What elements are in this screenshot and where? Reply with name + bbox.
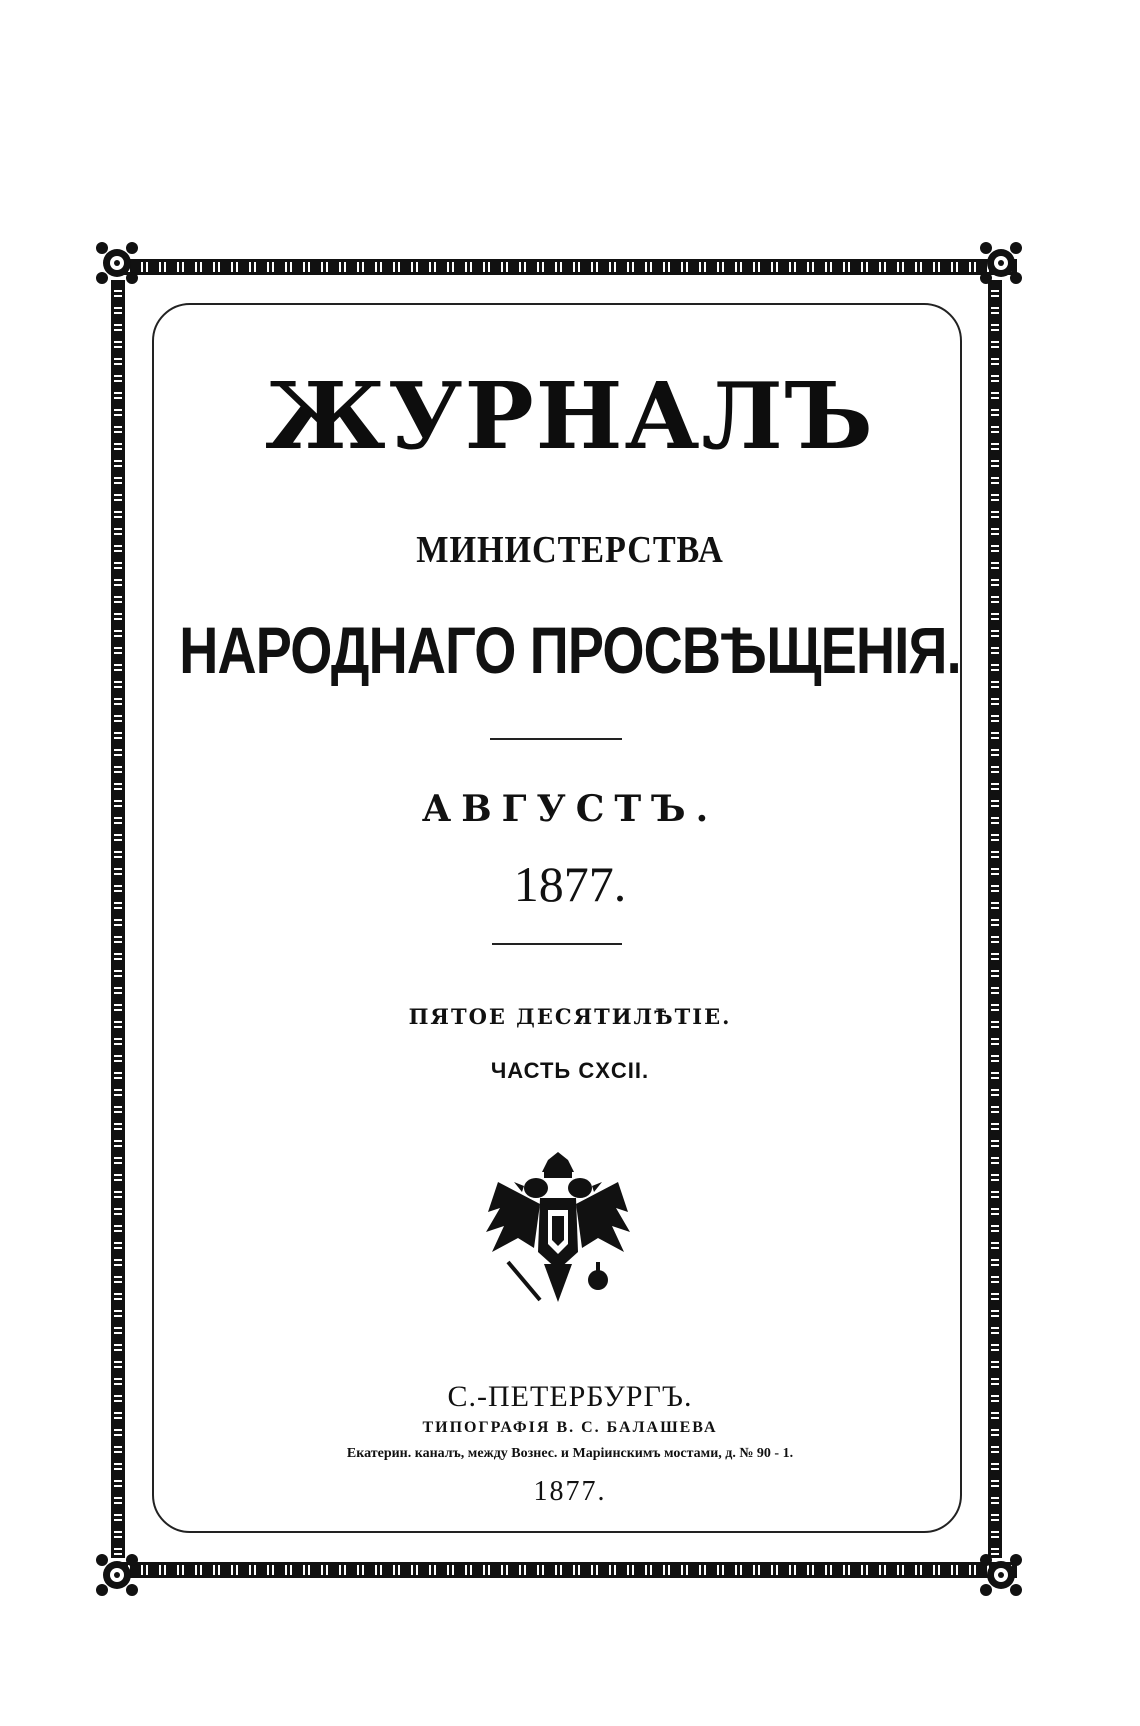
issue-part: ЧАСТЬ CXCII. xyxy=(490,1058,650,1083)
issue-year: 1877. xyxy=(513,856,627,912)
divider-rule xyxy=(490,738,622,740)
issue-month: АВГУСТЪ. xyxy=(421,788,719,830)
ornament-corner-icon xyxy=(94,240,140,286)
journal-title: ЖУРНАЛЪ xyxy=(265,362,875,470)
imprint-address: Екатерин. каналъ, между Вознес. и Маріинскимъ мостами, д. № 90 - 1. xyxy=(346,1446,794,1461)
ornament-corner-icon xyxy=(94,1552,140,1598)
imprint-printer: ТИПОГРАФІЯ В. С. БАЛАШЕВА xyxy=(422,1419,718,1436)
journal-subtitle-education: НАРОДНАГО ПРОСВѢЩЕНІЯ. xyxy=(179,613,961,687)
border-left-ornament xyxy=(111,280,125,1558)
double-headed-eagle-icon xyxy=(478,1152,638,1312)
border-top-ornament xyxy=(112,259,1017,275)
inner-frame xyxy=(152,303,962,1533)
divider-rule xyxy=(492,943,622,945)
border-right-ornament xyxy=(988,280,1002,1558)
ornament-corner-icon xyxy=(978,240,1024,286)
journal-subtitle-ministry: МИНИСТЕРСТВА xyxy=(416,529,724,571)
issue-decade: ПЯТОЕ ДЕСЯТИЛѢТІЕ. xyxy=(408,1004,732,1029)
imprint-year: 1877. xyxy=(533,1476,607,1507)
ornament-corner-icon xyxy=(978,1552,1024,1598)
imprint-city: С.-ПЕТЕРБУРГЪ. xyxy=(447,1380,693,1413)
border-bottom-ornament xyxy=(112,1562,1017,1578)
